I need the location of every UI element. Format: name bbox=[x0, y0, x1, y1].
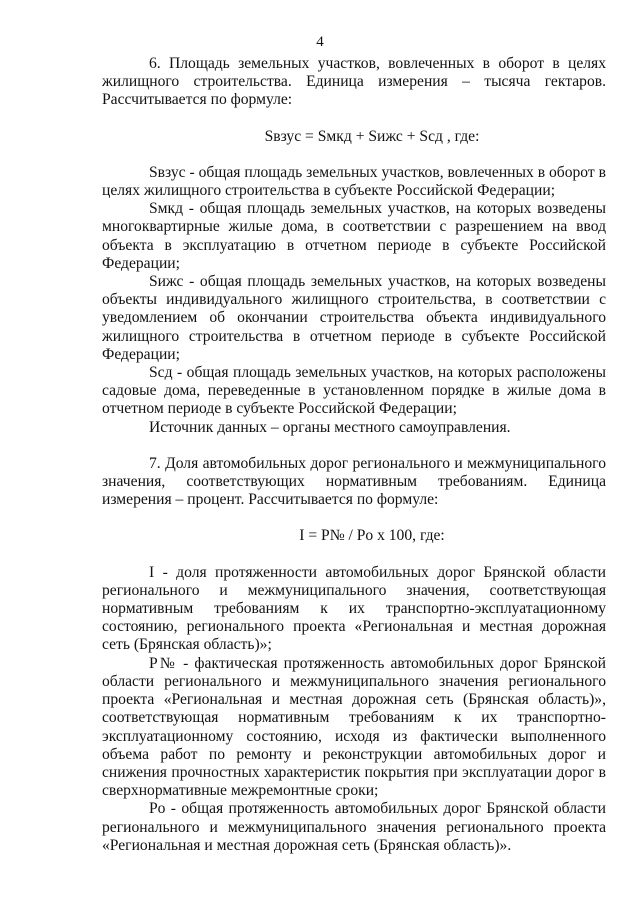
section-6-formula: Sвзус = Sмкд + Sижс + Sсд , где: bbox=[264, 127, 480, 145]
definition-s-vzus: Sвзус - общая площадь земельных участков, вовлеченных в оборот в целях жилищного строительства в субъекте Российской Федерации; bbox=[102, 163, 606, 200]
section-6 bbox=[102, 55, 606, 437]
definition-s-sd: Sсд - общая площадь земельных участков, на которых расположены садовые дома, переведенные в установленном порядке в жилые дома в отчетном периоде в субъекте Российской Федерации; bbox=[102, 364, 606, 418]
definition-po: Po - общая протяженность автомобильных дорог Брянской области регионального и межмуниципального значения регионального проекта «Региональная и местная дорожная сеть (Брянская область)». bbox=[102, 800, 606, 854]
section-7-heading: 7. Доля автомобильных дорог регионального и межмуниципального значения, соответствующих нормативным требованиям. Единица измерения – процент. Рассчитывается по формуле: bbox=[102, 454, 606, 509]
definition-i: I - доля протяженности автомобильных дорог Брянской области регионального и межмуниципального значения, соответствующая нормативным требованиям к их транспортно-эксплуатационному состоянию, регионального проекта «Региональная и местная дорожная сеть (Брянская область)»; bbox=[102, 563, 606, 654]
section-spacer bbox=[102, 437, 606, 455]
page-content bbox=[102, 55, 606, 855]
definition-s-mkd: Sмкд - общая площадь земельных участков, на которых возведены многоквартирные жилые дома, в соответствии с разрешением на ввод объекта в эксплуатацию в отчетном периоде в субъекте Российской Федерации; bbox=[102, 200, 606, 272]
definition-p-fact: P№ - фактическая протяженность автомобильных дорог Брянской области регионального и межмуниципального значения регионального проекта «Региональная и местная дорожная сеть (Брянская область)», соответствующая нормативным требованиям к их транспортно-эксплуатационному состоянию, исходя из фактически выполненного объема работ по ремонту и реконструкции автомобильных дорог и снижения прочностных характеристик покрытия при эксплуатации дорог в сверхнормативные межремонтные сроки; bbox=[102, 654, 606, 800]
section-7-formula: I = P№ / Po x 100, где: bbox=[299, 527, 445, 545]
definition-s-izhs: Sижс - общая площадь земельных участков, на которых возведены объекты индивидуального жилищного строительства, в соответствии с уведомлением об окончании строительства объекта индивидуального жилищного строительства в отчетном периоде в субъекте Российской Федерации; bbox=[102, 273, 606, 363]
data-source-note: Источник данных – органы местного самоуправления. bbox=[149, 418, 511, 436]
page-number: 4 bbox=[316, 34, 324, 50]
section-6-heading: 6. Площадь земельных участков, вовлеченных в оборот в целях жилищного строительства. Единица измерения – тысяча гектаров. Рассчитывается по формуле: bbox=[102, 55, 606, 109]
section-7 bbox=[102, 455, 606, 855]
